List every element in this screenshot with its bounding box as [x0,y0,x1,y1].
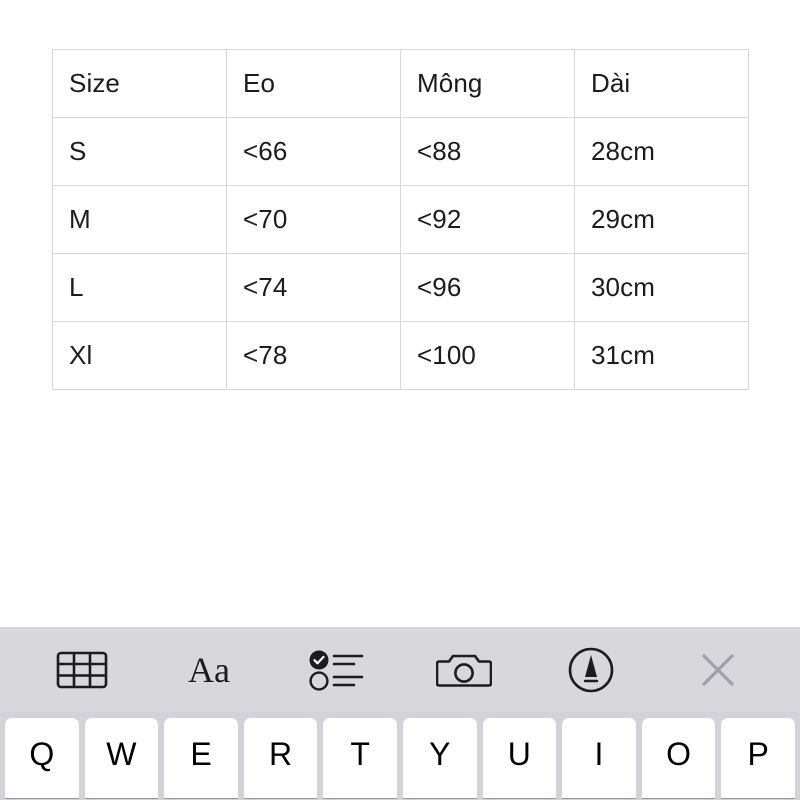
table-row [53,254,749,322]
onscreen-keyboard [0,712,800,800]
table-row [53,118,749,186]
table-row [53,186,749,254]
table-cell: S [53,118,227,186]
table-cell: 31cm [575,322,749,390]
text-format-icon[interactable] [170,639,248,701]
key-e[interactable]: E [164,718,238,798]
close-icon[interactable] [679,639,757,701]
table-cell: L [53,254,227,322]
table-cell: <96 [401,254,575,322]
table-header-cell: Mông [401,50,575,118]
table-cell: 30cm [575,254,749,322]
table-cell: <66 [227,118,401,186]
table-cell: <88 [401,118,575,186]
table-header-cell: Eo [227,50,401,118]
key-t[interactable]: T [323,718,397,798]
keyboard-accessory-bar [0,627,800,712]
key-y[interactable]: Y [403,718,477,798]
table-header-cell: Dài [575,50,749,118]
table-icon[interactable] [43,639,121,701]
table-cell: Xl [53,322,227,390]
key-o[interactable]: O [642,718,716,798]
key-r[interactable]: R [244,718,318,798]
table-cell: <92 [401,186,575,254]
key-p[interactable]: P [721,718,795,798]
table-cell: <78 [227,322,401,390]
keyboard-row-top [2,718,798,800]
svg-text:Aa: Aa [187,649,230,690]
key-w[interactable]: W [85,718,159,798]
table-cell: 28cm [575,118,749,186]
table-cell: 29cm [575,186,749,254]
markup-pen-icon[interactable] [552,639,630,701]
table-cell: <74 [227,254,401,322]
camera-icon[interactable] [425,639,503,701]
key-u[interactable]: U [483,718,557,798]
key-q[interactable]: Q [5,718,79,798]
table-row [53,322,749,390]
checklist-icon[interactable] [297,639,375,701]
table-cell: <100 [401,322,575,390]
key-i[interactable]: I [562,718,636,798]
table-header-cell: Size [53,50,227,118]
table-header-row [53,50,749,118]
table-cell: M [53,186,227,254]
size-chart-table-container [52,49,748,390]
size-chart-table [52,49,749,390]
table-cell: <70 [227,186,401,254]
